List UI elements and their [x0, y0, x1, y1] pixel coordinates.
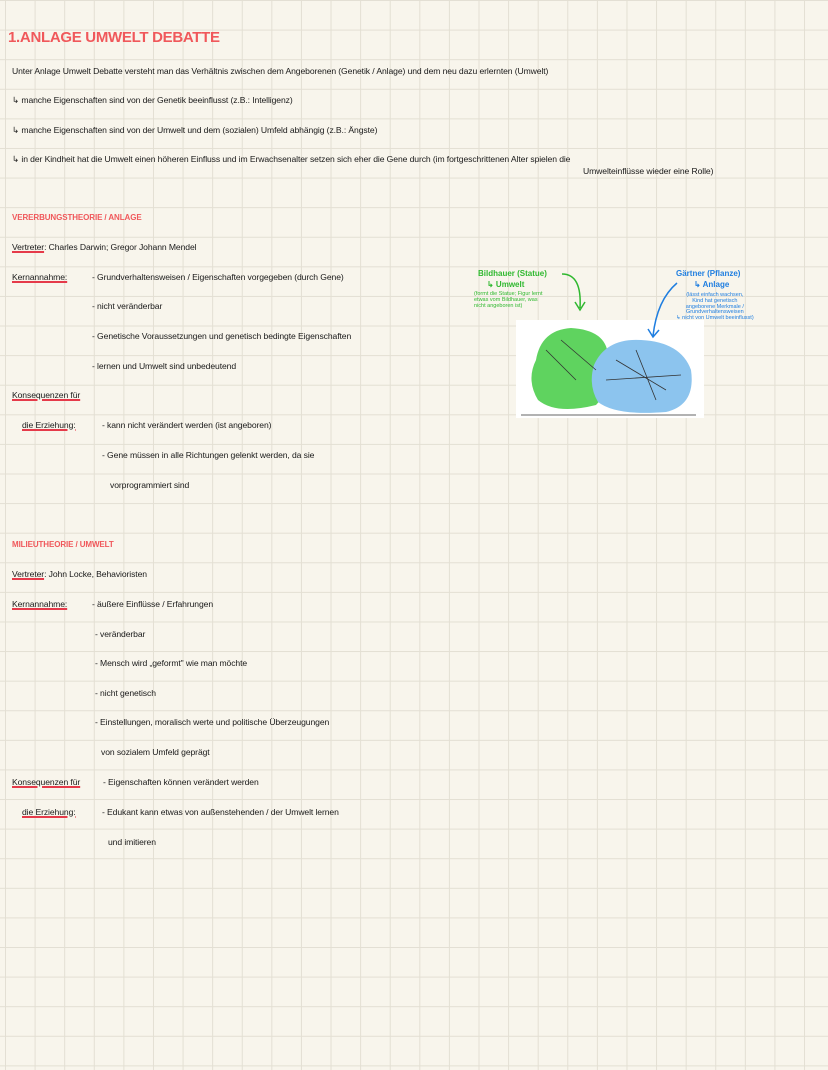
- kern-item: - nicht veränderbar: [92, 301, 163, 311]
- section-heading-vererbung: VERERBUNGSTHEORIE / ANLAGE: [12, 213, 142, 222]
- vertreter-value: : John Locke, Behavioristen: [44, 569, 147, 579]
- erziehung-label: die Erziehung:: [22, 420, 76, 430]
- vertreter-label: Vertreter: [12, 242, 45, 252]
- kern-item: - Grundverhaltensweisen / Eigenschaften vorgegeben (durch Gene): [92, 272, 344, 282]
- blue-title: Gärtner (Pflanze): [676, 269, 741, 278]
- kons-item: vorprogrammiert sind: [110, 480, 190, 490]
- intro-point: ↳ manche Eigenschaften sind von der Genetik beeinflusst (z.B.: Intelligenz): [12, 95, 293, 105]
- kons-item: - Eigenschaften können verändert werden: [103, 777, 259, 787]
- kern-item: - Genetische Voraussetzungen und genetisch bedingte Eigenschaften: [92, 331, 352, 341]
- kern-item: - veränderbar: [95, 629, 146, 639]
- kons-item: - Edukant kann etwas von außenstehenden / der Umwelt lernen: [102, 807, 339, 817]
- intro-point-cont: Umwelteinflüsse wieder eine Rolle): [583, 166, 714, 176]
- intro-point: ↳ manche Eigenschaften sind von der Umwelt und dem (sozialen) Umfeld abhängig (z.B.: Ängste): [12, 125, 378, 135]
- vertreter-label: Vertreter: [12, 569, 45, 579]
- blue-arrow-icon: [645, 280, 680, 340]
- kern-item: von sozialem Umfeld geprägt: [101, 747, 210, 757]
- green-title: Bildhauer (Statue): [478, 269, 547, 278]
- page-title: 1.ANLAGE UMWELT DEBATTE: [8, 29, 220, 46]
- green-sub: ↳ Umwelt: [487, 280, 525, 289]
- vertreter-line: [12, 569, 147, 579]
- green-note: (formt die Statue; Figur lernt etwas vom Bildhauer, was nicht angeboren ist): [474, 291, 543, 309]
- vertreter-line: [12, 242, 196, 252]
- intro-point: ↳ in der Kindheit hat die Umwelt einen höheren Einfluss und im Erwachsenalter setzen sich eher die Gene durch (im fortgeschrittenen Alter spielen die: [12, 154, 571, 164]
- kern-item: - äußere Einflüsse / Erfahrungen: [92, 599, 213, 609]
- kons-item: - Gene müssen in alle Richtungen gelenkt werden, da sie: [102, 450, 315, 460]
- green-arrow-icon: [560, 270, 590, 315]
- intro-text: Unter Anlage Umwelt Debatte versteht man das Verhältnis zwischen dem Angeborenen (Genetik / Anlage) und dem neu dazu erlernten (Umwelt): [12, 66, 549, 76]
- blue-figure: [592, 340, 692, 413]
- vertreter-value: : Charles Darwin; Gregor Johann Mendel: [44, 242, 197, 252]
- section-heading-milieu: MILIEUTHEORIE / UMWELT: [12, 540, 114, 549]
- blue-note: (lässt einfach wachsen, Kind hat genetisch angeborene Merkmale / Grundverhaltensweisen ↳ nicht von Umwelt beeinflusst): [676, 292, 754, 322]
- kons-item: und imitieren: [108, 837, 156, 847]
- kern-label: Kernannahme:: [12, 272, 68, 282]
- kons-label: Konsequenzen für: [12, 390, 81, 400]
- kons-label: Konsequenzen für: [12, 777, 81, 787]
- erziehung-label: die Erziehung:: [22, 807, 76, 817]
- kern-item: - Einstellungen, moralisch werte und politische Überzeugungen: [95, 717, 330, 727]
- blue-sub: ↳ Anlage: [694, 280, 730, 289]
- kern-label: Kernannahme:: [12, 599, 68, 609]
- kons-item: - kann nicht verändert werden (ist angeboren): [102, 420, 272, 430]
- kern-item: - lernen und Umwelt sind unbedeutend: [92, 361, 237, 371]
- kern-item: - Mensch wird „geformt" wie man möchte: [95, 658, 248, 668]
- kern-item: - nicht genetisch: [95, 688, 156, 698]
